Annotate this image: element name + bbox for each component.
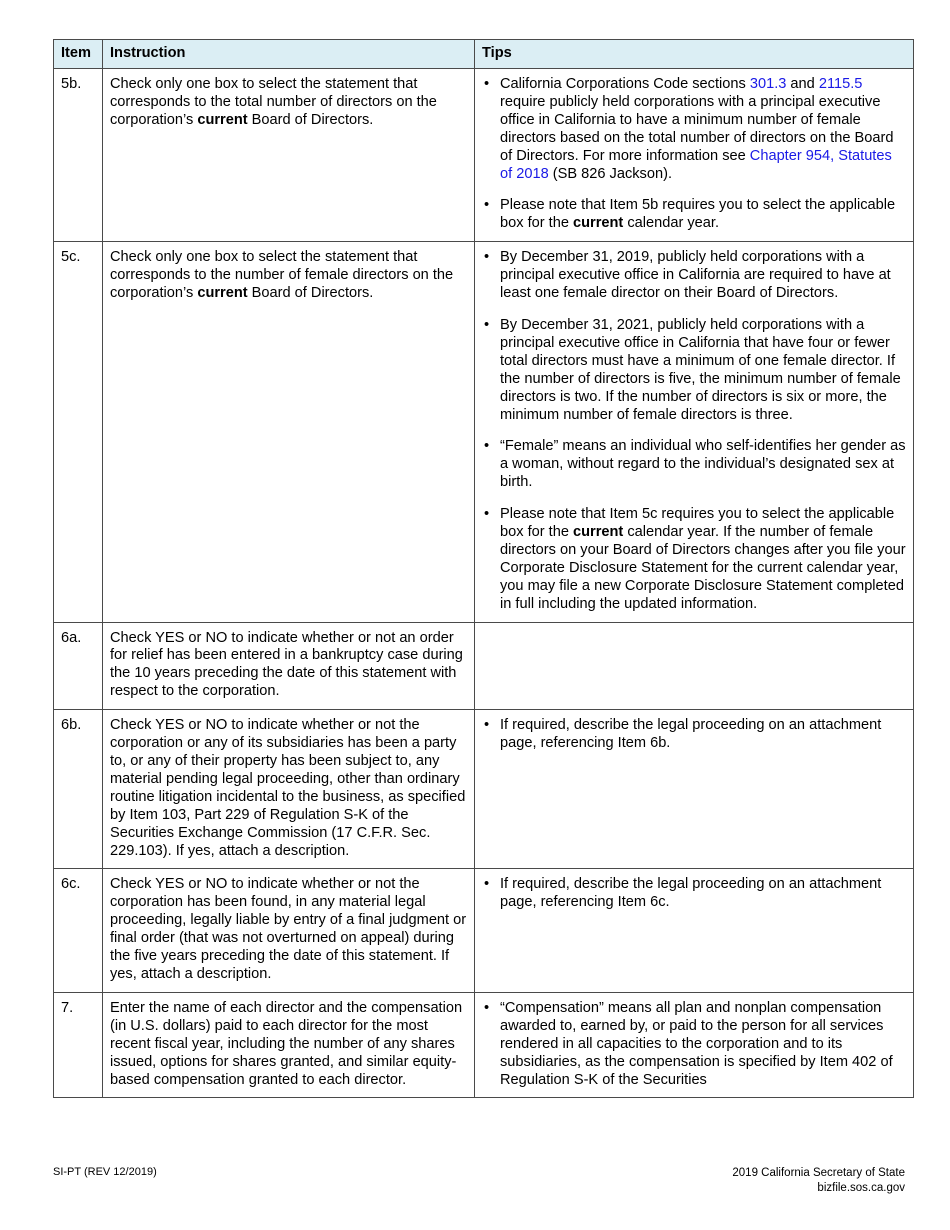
tips-cell [475,869,914,992]
tips-cell [475,242,914,622]
table-row [54,710,914,869]
instruction-cell: Enter the name of each director and the compensation (in U.S. dollars) paid to each director for the most recent fiscal year, including the number of any shares issued, options for shares granted, and similar equity-based compensation granted to each director. [103,992,475,1098]
instructions-table [53,39,914,1098]
tips-cell [475,69,914,242]
instruction-cell: Check YES or NO to indicate whether or not an order for relief has been entered in a bankruptcy case during the 10 years preceding the date of this statement with respect to the corporation. [103,622,475,710]
header-instruction: Instruction [103,40,475,69]
instruction-cell: Check YES or NO to indicate whether or not the corporation or any of its subsidiaries has been a party to, or any of their property has been subject to, any material pending legal proceeding, other than ordinary routine litigation incidental to the business, as specified by Item 103, Part 229 of Regulation S-K of the Securities Exchange Commission (17 C.F.R. Sec. 229.103). If yes, attach a description. [103,710,475,869]
item-number: 6a. [54,622,103,710]
link-301-3[interactable]: 301.3 [749,76,787,92]
instruction-cell: Check only one box to select the statement that corresponds to the number of female directors on the corporation’s current Board of Directors. [103,242,475,622]
website-text: bizfile.sos.ca.gov [817,1182,905,1194]
item-number: 5c. [54,242,103,622]
item-number: 7. [54,992,103,1098]
tip-item: • “Compensation” means all plan and nonplan compensation awarded to, earned by, or paid to the person for all services rendered in all capacities to the corporation and to its subsidiaries, as the compensation is specified by Item 402 of Regulation S-K of the Securities [482,1000,906,1090]
tip-item: • “Female” means an individual who self-identifies her gender as a woman, without regard to the individual’s designated sex at birth. [482,438,906,492]
tips-cell [475,710,914,869]
tips-cell [475,622,914,710]
item-number: 6b. [54,710,103,869]
link-chapter-954[interactable]: Chapter 954, Statutes of 2018 [500,147,892,182]
tip-item: • By December 31, 2021, publicly held corporations with a principal executive office in California that have four or fewer total directors must have a minimum of one female director. If the number of directors is five, the minimum number of female directors is two. If the number of directors is six or more, the minimum number of female directors is three. [482,317,906,424]
table-row [54,242,914,622]
tips-cell [475,992,914,1098]
header-tips: Tips [475,40,914,69]
tip-item: • By December 31, 2019, publicly held corporations with a principal executive office in California are required to have at least one female director on their Board of Directors. [482,249,906,303]
table-row [54,992,914,1098]
tip-item: • If required, describe the legal proceeding on an attachment page, referencing Item 6c. [482,876,906,912]
table-header-row [54,40,914,69]
table-row [54,622,914,710]
item-number: 5b. [54,69,103,242]
item-number: 6c. [54,869,103,992]
instruction-cell: Check only one box to select the statement that corresponds to the total number of directors on the corporation’s current Board of Directors. [103,69,475,242]
table-row [54,69,914,242]
link-2115-5[interactable]: 2115.5 [818,76,863,92]
footer-publisher [732,1166,905,1196]
header-item: Item [54,40,103,69]
table-row [54,869,914,992]
tip-item: • Please note that Item 5c requires you to select the applicable box for the current calendar year. If the number of female directors on your Board of Directors changes after you file your Corporate Disclosure Statement for the current calendar year, you may file a new Corporate Disclosure Statement completed in full including the updated information. [482,506,906,613]
tip-item: • If required, describe the legal proceeding on an attachment page, referencing Item 6b. [482,717,906,753]
tip-item: • Please note that Item 5b requires you to select the applicable box for the current calendar year. [482,197,906,233]
form-id: SI-PT (REV 12/2019) [53,1166,157,1178]
copyright-text: 2019 California Secretary of State [732,1167,905,1179]
instruction-cell: Check YES or NO to indicate whether or not the corporation has been found, in any material legal proceeding, legally liable by entry of a final judgment or final order (that was not overturned on appeal) during the five years preceding the date of this statement. If yes, attach a description. [103,869,475,992]
tip-item: • California Corporations Code sections 301.3 and 2115.5 require publicly held corporations with a principal executive office in California to have a minimum number of female directors based on the total number of directors on the Board of Directors. For more information see Chapter 954, Statutes of 2018 (SB 826 Jackson). [482,76,906,183]
